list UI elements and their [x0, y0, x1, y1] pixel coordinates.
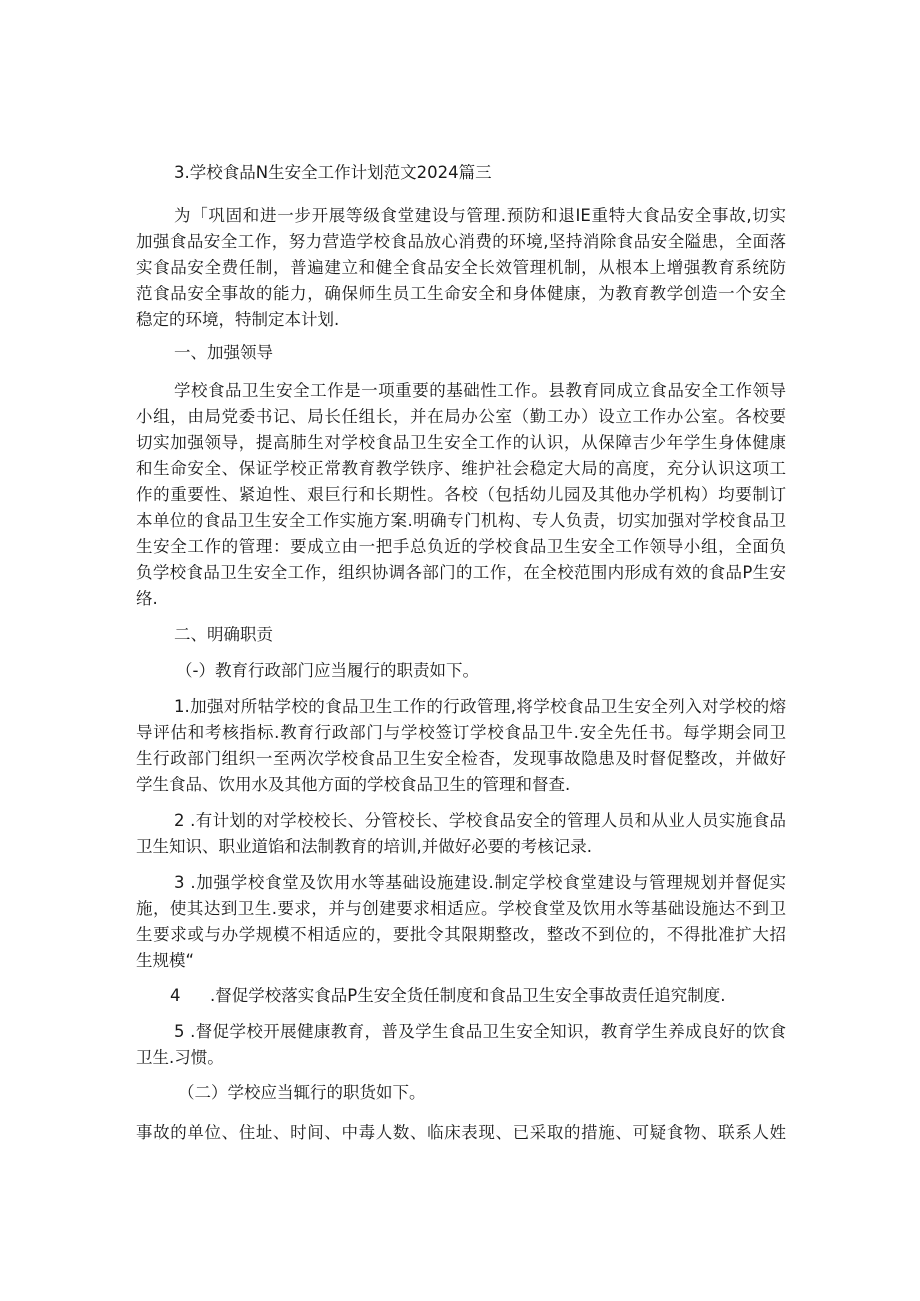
paragraph-line: 5 .督促学校开展健康教育，普及学生食品卫生安全知识，教育学生养成良好的饮食 — [174, 1022, 786, 1041]
paragraph-line: 负学校食品卫生安全工作，组织协调各部门的工作，在全校范围内形成有效的食品P生安 — [136, 563, 786, 582]
paragraph-line: 3 .加强学校食堂及饮用水等基础设施建设.制定学校食堂建设与管理规划并督促实 — [174, 873, 786, 892]
paragraph-line: 2 .有计划的对学校校长、分管校长、学校食品安全的管理人员和从业人员实施食品 — [174, 811, 786, 830]
subsection-heading-admin: （-）教育行政部门应当履行的职责如下。 — [176, 661, 479, 680]
paragraph-line: 生要求或与办学规模不相适应的，要批令其限期整改，整改不到位的，不得批准扩大招 — [136, 925, 786, 944]
paragraph-line: 生行政部门组织一至两次学校食品卫生安全检杳，发现事故隐患及时督促整改，并做好 — [136, 749, 786, 768]
paragraph-line: 本单位的食品卫生安全工作实施方案.明确专门机构、专人负责，切实加强对学校食品卫 — [136, 511, 786, 530]
paragraph-line: 学生食品、饮用水及其他方面的学校食品卫生的管理和督查. — [136, 775, 571, 794]
document-title: 3.学校食品N生安全工作计划范文2024篇三 — [174, 163, 492, 182]
subsection-heading-school: （二）学校应当辄行的职货如下。 — [178, 1083, 426, 1102]
paragraph-line: 实食品安全费任制，普遍建立和健全食品安全长效管理机制，从根本上增强教育系统防 — [136, 258, 786, 277]
paragraph-line: 和生命安全、保证学校正常教育教学铁序、维护社会稳定大局的高度，充分认识这项工 — [136, 459, 786, 478]
paragraph-line: 络. — [136, 589, 158, 608]
paragraph-line: 施，使其达到卫生.要求，并与创建要求相适应。学校食堂及饮用水等基础设施达不到卫 — [136, 899, 786, 918]
paragraph-line: 切实加强领导，提高肺生对学校食品卫生安全工作的认识，从保障吉少年学生身体健康 — [136, 433, 786, 452]
paragraph-line: 生规模“ — [136, 951, 195, 970]
section-heading-leadership: 一、加强领导 — [174, 343, 273, 362]
paragraph-line: 生安全工作的管理：要成立由一把手总负近的学校食品卫生安全工作领导小组，全面负 — [136, 537, 786, 556]
paragraph-line: 为「巩固和进一步开展等级食堂建设与管理.预防和退IE重特大食品安全事故,切实 — [174, 206, 786, 225]
paragraph-line: 事故的单位、住址、时间、中毒人数、临床表现、已采取的措施、可疑食物、联系人姓 — [136, 1123, 786, 1142]
paragraph-line: 稳定的环境，特制定本计划. — [136, 310, 340, 329]
paragraph-line: .督促学校落实食品P生安全货任制度和食品卫生安全事故责任追究制度. — [210, 986, 726, 1005]
paragraph-line: 卫生知识、职业道馅和法制教育的培训,并做好必要的考核记录. — [136, 837, 592, 856]
list-item-number: 4 — [170, 986, 181, 1005]
paragraph-line: 学校食品卫生安全工作是一项重要的基础性工作。县教育同成立食品安全工作领导 — [174, 381, 786, 400]
paragraph-line: 导评估和考核指标.教育行政部门与学校签订学校食品卫牛.安全先任书。每学期会同卫 — [136, 723, 786, 742]
paragraph-line: 小组，由局党委书记、局长任组长，并在局办公室（勤工办）设立工作办公室。各校要 — [136, 407, 786, 426]
paragraph-line: 卫生.习惯。 — [136, 1048, 224, 1067]
paragraph-line: 作的重要性、紧迫性、艰巨行和长期性。各校（包括幼儿园及其他办学机构）均要制订 — [136, 485, 786, 504]
section-heading-duties: 二、明确职贡 — [174, 625, 273, 644]
paragraph-line: 1.加强对所牯学校的食品卫生工作的行政管理,将学校食品卫生安全列入对学校的熔 — [174, 697, 786, 716]
paragraph-line: 加强食品安全工作，努力营造学校食品放心消费的环境,坚持消除食品安全隘患，全面落 — [136, 232, 786, 251]
paragraph-line: 范食品安全事故的能力，确保师生员工生命安全和身体健康，为教育教学创造一个安全 — [136, 284, 786, 303]
